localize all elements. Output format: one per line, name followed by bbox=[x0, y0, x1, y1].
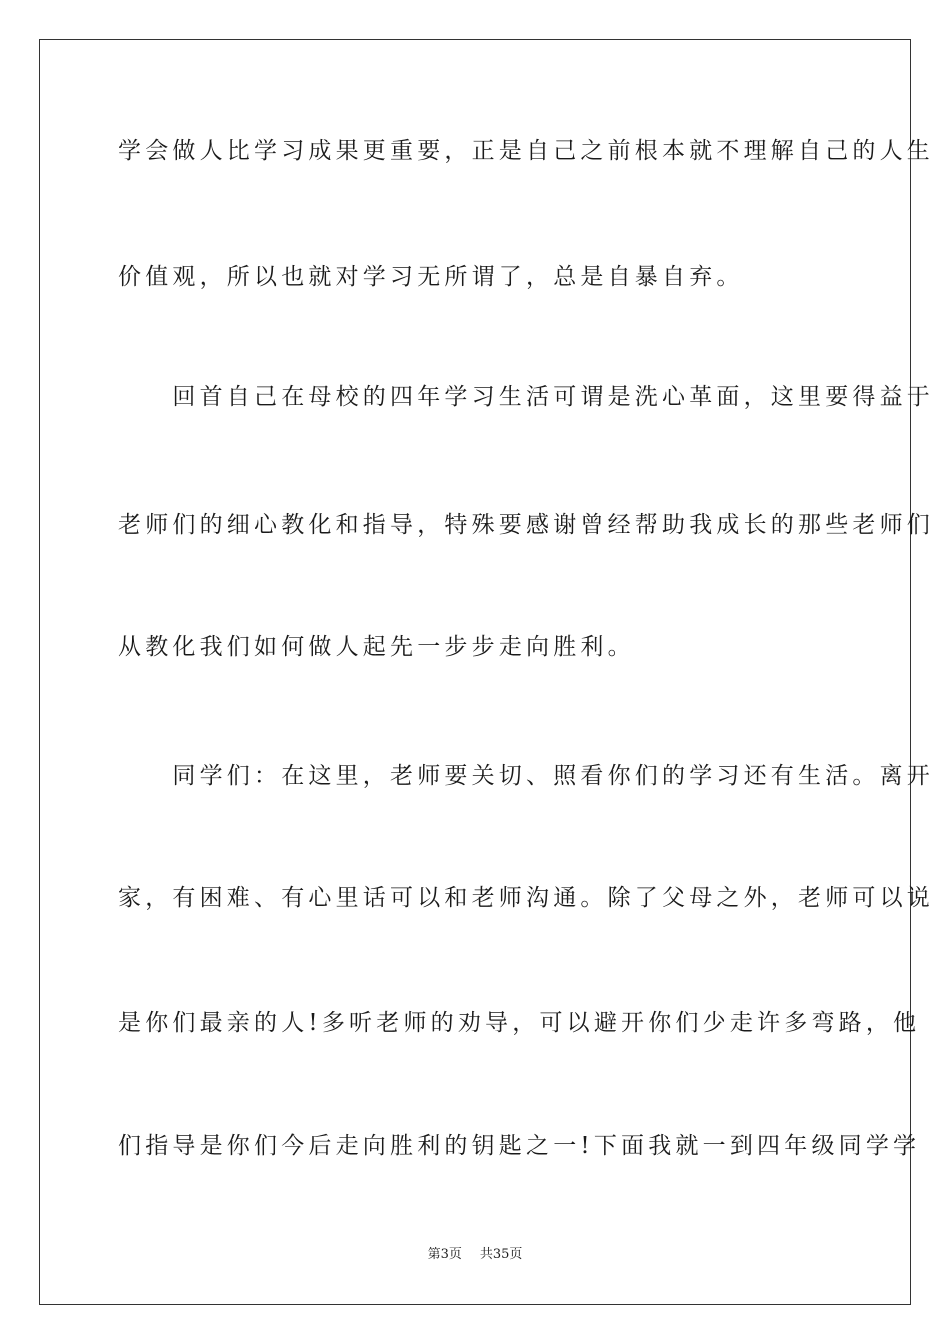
text-line-1: 学会做人比学习成果更重要，正是自己之前根本就不理解自己的人生 bbox=[118, 138, 934, 164]
text-line-4: 老师们的细心教化和指导，特殊要感谢曾经帮助我成长的那些老师们 bbox=[118, 512, 934, 538]
text-line-7: 家，有困难、有心里话可以和老师沟通。除了父母之外，老师可以说 bbox=[118, 885, 934, 911]
text-line-9: 们指导是你们今后走向胜利的钥匙之一!下面我就一到四年级同学学 bbox=[118, 1133, 921, 1159]
text-line-3: 回首自己在母校的四年学习生活可谓是洗心革面，这里要得益于 bbox=[118, 384, 934, 410]
page-border bbox=[39, 39, 934, 1305]
page-footer bbox=[0, 1246, 950, 1264]
text-line-6: 同学们：在这里，老师要关切、照看你们的学习还有生活。离开 bbox=[118, 763, 934, 789]
text-line-5: 从教化我们如何做人起先一步步走向胜利。 bbox=[118, 634, 635, 660]
current-page-label: 第3页 bbox=[427, 1247, 462, 1262]
total-pages-label: 共35页 bbox=[479, 1247, 523, 1262]
text-line-2: 价值观，所以也就对学习无所谓了，总是自暴自弃。 bbox=[118, 264, 744, 290]
text-line-8: 是你们最亲的人!多听老师的劝导，可以避开你们少走许多弯路，他 bbox=[118, 1010, 921, 1036]
